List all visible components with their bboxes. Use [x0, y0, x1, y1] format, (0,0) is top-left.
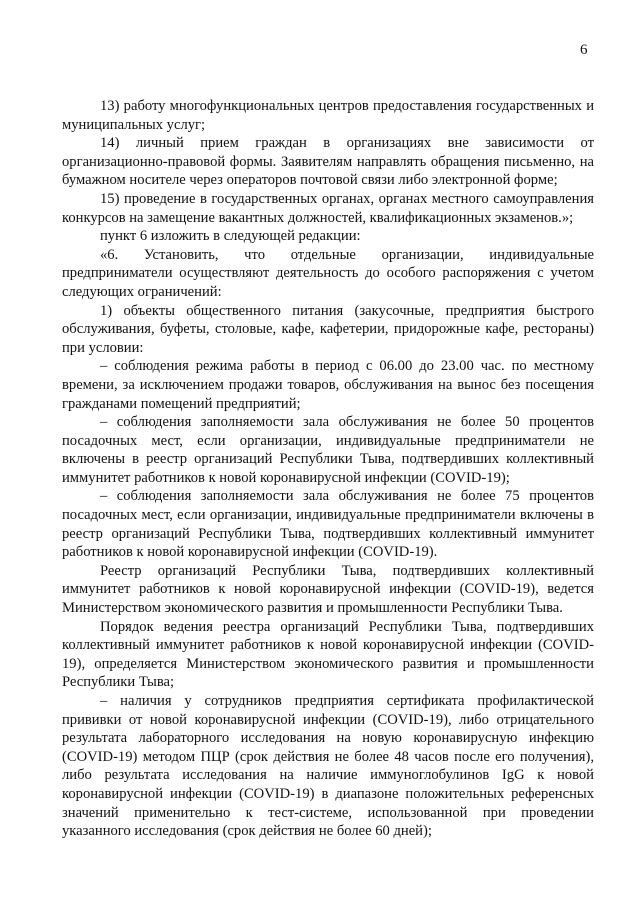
page-number: 6: [580, 42, 588, 58]
paragraph-catering-objects: 1) объекты общественного питания (закусочные, предприятия быстрого обслуживания, буфеты, столовые, кафе, кафетерии, придорожные кафе, рестораны) при условии:: [62, 302, 594, 356]
paragraph-vaccination-certificate: – наличия у сотрудников предприятия сертификата профилактической прививки от новой коронавирусной инфекции (COVID-19), либо отрицательного результата лабораторного исследования на новую коронавирусную инфекцию (COVID-19) методом ПЦР (срок действия не более 48 часов после его получения), либо результата исследования на наличие иммуноглобулинов IgG к новой коронавирусной инфекции (COVID-19) в диапазоне положительных референсных значений применительно к тест-системе, использованной при проведении указанного исследования (срок действия не более 60 дней);: [62, 693, 594, 840]
paragraph-item-14: 14) личный прием граждан в организациях вне зависимости от организационно-правовой формы. Заявителям направлять обращения письменно, на бумажном носителе через операторов почтовой связи либо электронной форме;: [62, 135, 594, 189]
paragraph-registry-procedure: Порядок ведения реестра организаций Республики Тыва, подтвердивших коллективный иммунитет работников к новой коронавирусной инфекции (COVID-19), определяется Министерством экономического развития и промышленности Республики Тыва;: [62, 618, 594, 691]
paragraph-item-15: 15) проведение в государственных органах, органах местного самоуправления конкурсов на замещение вакантных должностей, квалификационных экзаменов.»;: [62, 190, 594, 226]
paragraph-registry: Реестр организаций Республики Тыва, подтвердивших коллективный иммунитет работников к новой коронавирусной инфекции (COVID-19), ведется Министерством экономического развития и промышленности Республики Тыва.: [62, 562, 594, 617]
paragraph-point-6: «6. Установить, что отдельные организации, индивидуальные предприниматели осуществляют деятельность до особого распоряжения с учетом следующих ограничений:: [62, 246, 594, 300]
paragraph-amendment-intro: пункт 6 изложить в следующей редакции:: [100, 228, 361, 245]
paragraph-working-hours: – соблюдения режима работы в период с 06.00 до 23.00 час. по местному времени, за исключением продажи товаров, обслуживания на вынос без посещения гражданами помещений предприятий;: [62, 358, 594, 412]
document-body: [62, 97, 594, 841]
paragraph-occupancy-50: – соблюдения заполняемости зала обслуживания не более 50 процентов посадочных мест, если организации, индивидуальные предприниматели не включены в реестр организаций Республики Тыва, подтвердивших коллективный иммунитет работников к новой коронавирусной инфекции (COVID-19);: [62, 414, 594, 486]
paragraph-item-13: 13) работу многофункциональных центров предоставления государственных и муниципальных услуг;: [62, 98, 594, 133]
paragraph-occupancy-75: – соблюдения заполняемости зала обслуживания не более 75 процентов посадочных мест, если организации, индивидуальные предприниматели включены в реестр организаций Республики Тыва, подтвердивших коллективный иммунитет работников к новой коронавирусной инфекции (COVID-19).: [62, 488, 594, 561]
